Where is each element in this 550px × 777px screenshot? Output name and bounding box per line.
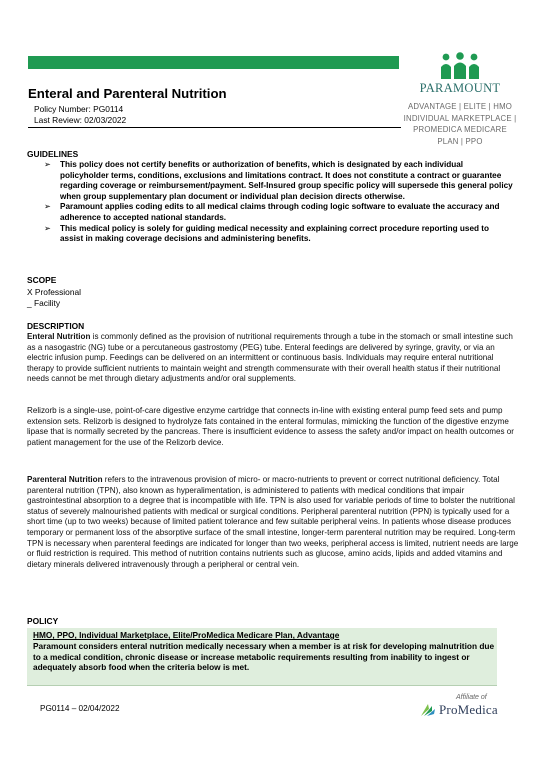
affiliate-name: ProMedica <box>439 702 498 717</box>
affiliate-row <box>420 702 525 718</box>
guidelines-list <box>44 160 514 245</box>
header-divider <box>28 127 401 128</box>
arrow-bullet-icon: ➢ <box>44 223 51 233</box>
scope-facility: _ Facility <box>27 298 61 308</box>
enteral-text: is commonly defined as the provision of nutritional requirements through a tube in the stomach or small intestine such as a nasogastric (NG) tube or a percutaneous gastrostomy (PEG) tube. Enteral feedings are delivered by syringe, gravity, or via an electric infusion pump. Feedings can be delivered on an intermittent or continuous basis. Individuals may require enteral nutritional therapy to provide sufficient nutrients to maintain weight and strength commensurate with their overall health status if their nutritional needs cannot be met through dietary adjustments and/or oral supplements. <box>27 332 513 384</box>
logo-line: PROMEDICA MEDICARE <box>413 125 507 134</box>
relizorb-paragraph: Relizorb is a single-use, point-of-care digestive enzyme cartridge that connects in-line with existing enteral pump feed sets and pump extension sets. Relizorb is designed to hydrolyze fats contained in the enteral formulas, mimicking the function of the digestive enzyme lipase that is normally secreted by the pancreas. There is insufficient evidence to assess the safety and/or impact on health outcomes or patient management for the use of the Relizorb device. <box>27 406 514 447</box>
people-logo-icon <box>438 52 482 80</box>
page-title: Enteral and Parenteral Nutrition <box>28 86 227 101</box>
guideline-text: This policy does not certify benefits or authorization of benefits, which is designated by each individual policyholder terms, conditions, exclusions and limitations contract. It does not constitute a contract or guarantee regarding coverage or reimbursement/payment. Self-Insured group specific policy will supersede this general policy when group supplementary plan document or individual plan decision directs otherwise. <box>60 160 513 201</box>
guidelines-heading: GUIDELINES <box>27 149 79 159</box>
promedica-affiliate-logo <box>420 694 525 718</box>
policy-text: Paramount considers enteral nutrition medically necessary when a member is at risk for developing malnutrition due to a medical condition, chronic disease or increase metabolic requirements resulting from inability to ingest or adequately absorb food when the criteria below is met. <box>33 641 495 673</box>
list-item <box>44 224 514 245</box>
guideline-text: Paramount applies coding edits to all medical claims through coding logic software to evaluate the accuracy and adherence to accepted national standards. <box>60 202 500 222</box>
affiliate-label: Affiliate of <box>456 694 487 701</box>
logo-wordmark: PARAMOUNT <box>419 81 501 95</box>
arrow-bullet-icon: ➢ <box>44 202 51 212</box>
parenteral-term: Parenteral Nutrition <box>27 475 103 484</box>
enteral-term: Enteral Nutrition <box>27 332 91 341</box>
list-item <box>44 160 514 202</box>
logo-line: ADVANTAGE | ELITE | HMO <box>407 102 513 111</box>
logo-plan-list <box>400 101 520 147</box>
parenteral-paragraph <box>27 475 520 570</box>
logo-line: INDIVIDUAL MARKETPLACE | <box>403 113 517 123</box>
policy-number: Policy Number: PG0114 <box>34 104 124 114</box>
policy-heading: POLICY <box>27 616 59 626</box>
footer-doc-id: PG0114 – 02/04/2022 <box>40 704 120 713</box>
logo-line: PLAN | PPO <box>437 136 483 146</box>
guideline-text: This medical policy is solely for guiding medical necessity and explaining correct procedure reporting used to assist in making coverage decisions and administering benefits. <box>60 223 490 244</box>
scope-heading: SCOPE <box>27 275 57 285</box>
parenteral-text: refers to the intravenous provision of micro- or macro-nutrients to prevent or correct nutritional deficiency. Total parenteral nutrition (TPN), also known as hyperalimentation, is administered to patients with medical conditions that impair gastrointestinal absorption to a degree that is incompatible with life. TPN is also used for variable periods of time to bolster the nutritional status of severely malnourished patients with medical or surgical conditions. Peripheral parenteral nutrition (PPN) is typically used for a short time (up to two weeks) because of limited patient tolerance and few suitable peripheral veins. In patients whose disease produces temporary or permanent loss of the absorptive surface of the small intestine, longer-term parenteral nutrition may be required. Long-term TPN is necessary when parenteral feedings are indicated for longer than two weeks, peripheral access is limited, nutrient needs are large or fluid restriction is required. This method of nutrition contains nutrients such as glucose, amino acids, lipids and added vitamins and dietary minerals delivered intravenously through a peripheral or central vein. <box>27 475 519 569</box>
arrow-bullet-icon: ➢ <box>44 160 51 169</box>
last-review: Last Review: 02/03/2022 <box>34 115 127 125</box>
header-accent-bar <box>28 56 399 69</box>
paramount-logo <box>400 52 520 147</box>
scope-professional: X Professional <box>27 287 81 297</box>
policy-plans: HMO, PPO, Individual Marketplace, Elite/ProMedica Medicare Plan, Advantage <box>33 630 340 640</box>
description-heading: DESCRIPTION <box>27 321 85 331</box>
list-item <box>44 202 514 223</box>
enteral-paragraph <box>27 332 520 385</box>
promedica-leaf-icon <box>420 703 436 717</box>
